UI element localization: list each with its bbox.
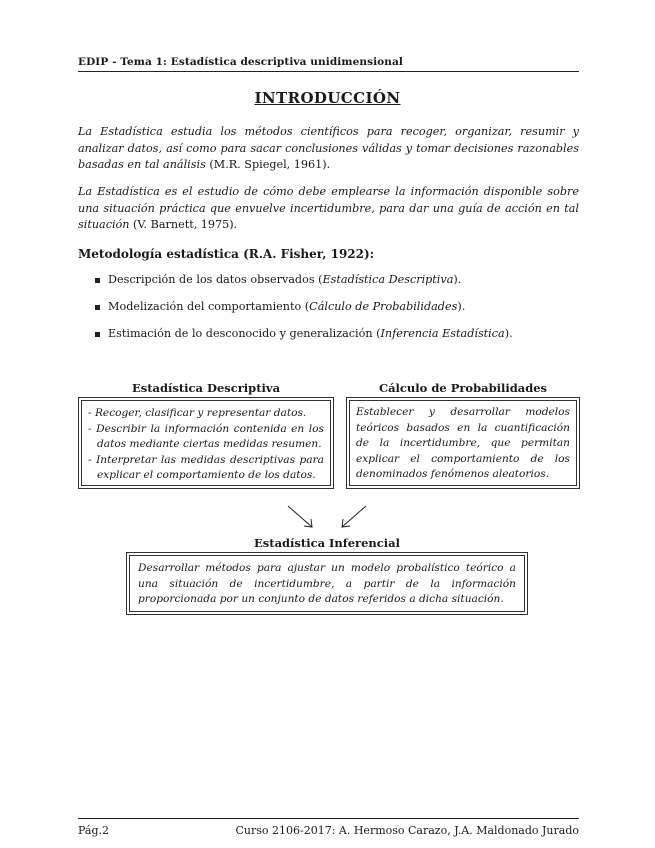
convergence-arrows bbox=[280, 500, 380, 532]
spiegel-citation: (M.R. Spiegel, 1961). bbox=[205, 158, 331, 171]
inferencial-text: Desarrollar métodos para ajustar un modelo probalístico teórico a una situación de incertidumbre, a partir de la información proporcionada por un conjunto de datos referidos a dicha situación. bbox=[129, 555, 525, 612]
list-item: - Interpretar las medidas descriptivas para explicar el comportamiento de los datos. bbox=[88, 453, 324, 484]
barnett-definition-text: La Estadística es el estudio de cómo debe emplearse la información disponible sobre una situación práctica que envuelve incertidumbre, para dar una guía de acción en tal situación bbox=[78, 185, 579, 231]
list-item: - Describir la información contenida en los datos mediante ciertas medidas resumen. bbox=[88, 422, 324, 453]
methodology-heading: Metodología estadística (R.A. Fisher, 1922): bbox=[78, 247, 375, 261]
list-item-end: ). bbox=[457, 300, 466, 313]
probabilidades-box bbox=[346, 397, 580, 489]
arrow-left-down-icon bbox=[342, 506, 366, 527]
list-item bbox=[95, 300, 513, 327]
square-bullet-icon bbox=[95, 278, 100, 283]
inferencial-box bbox=[126, 552, 528, 615]
page-number: Pág.2 bbox=[78, 824, 110, 837]
descriptiva-list bbox=[88, 406, 324, 484]
list-item-text: Modelización del comportamiento ( bbox=[108, 300, 310, 313]
list-item-text: Estimación de lo desconocido y generalización ( bbox=[108, 327, 381, 340]
footer-rule bbox=[78, 818, 579, 819]
page-title: INTRODUCCIÓN bbox=[254, 89, 401, 107]
running-header: EDIP - Tema 1: Estadística descriptiva unidimensional bbox=[78, 56, 404, 68]
list-item: - Recoger, clasificar y representar datos. bbox=[88, 406, 324, 422]
probabilidades-text: Establecer y desarrollar modelos teóricos basados en la cuantificación de la incertidumbre, que permitan explicar el comportamiento de los denominados fenómenos aleatorios. bbox=[349, 400, 577, 486]
descriptiva-heading: Estadística Descriptiva bbox=[131, 381, 281, 395]
descriptiva-box-inner bbox=[81, 400, 331, 486]
list-item bbox=[95, 273, 513, 300]
square-bullet-icon bbox=[95, 305, 100, 310]
list-item-term: Cálculo de Probabilidades bbox=[309, 300, 458, 313]
barnett-citation: (V. Barnett, 1975). bbox=[129, 218, 238, 231]
list-item-term: Inferencia Estadística bbox=[380, 327, 505, 340]
spiegel-definition-text: La Estadística estudia los métodos científicos para recoger, organizar, resumir y analizar datos, así como para sacar conclusiones válidas y tomar decisiones razonables basadas en tal análisis bbox=[78, 125, 579, 171]
methodology-list bbox=[95, 273, 513, 354]
list-item-term: Estadística Descriptiva bbox=[322, 273, 454, 286]
list-item-text: Descripción de los datos observados ( bbox=[108, 273, 323, 286]
list-item-end: ). bbox=[453, 273, 462, 286]
header-rule bbox=[78, 71, 579, 72]
arrow-right-down-icon bbox=[288, 506, 312, 527]
square-bullet-icon bbox=[95, 332, 100, 337]
list-item bbox=[95, 327, 513, 354]
list-item-end: ). bbox=[504, 327, 513, 340]
probabilidades-heading: Cálculo de Probabilidades bbox=[378, 381, 548, 395]
barnett-definition bbox=[78, 184, 579, 234]
inferencial-heading: Estadística Inferencial bbox=[254, 536, 400, 550]
descriptiva-box bbox=[78, 397, 334, 489]
spiegel-definition bbox=[78, 124, 579, 174]
course-authors: Curso 2106-2017: A. Hermoso Carazo, J.A. Maldonado Jurado bbox=[235, 824, 579, 837]
